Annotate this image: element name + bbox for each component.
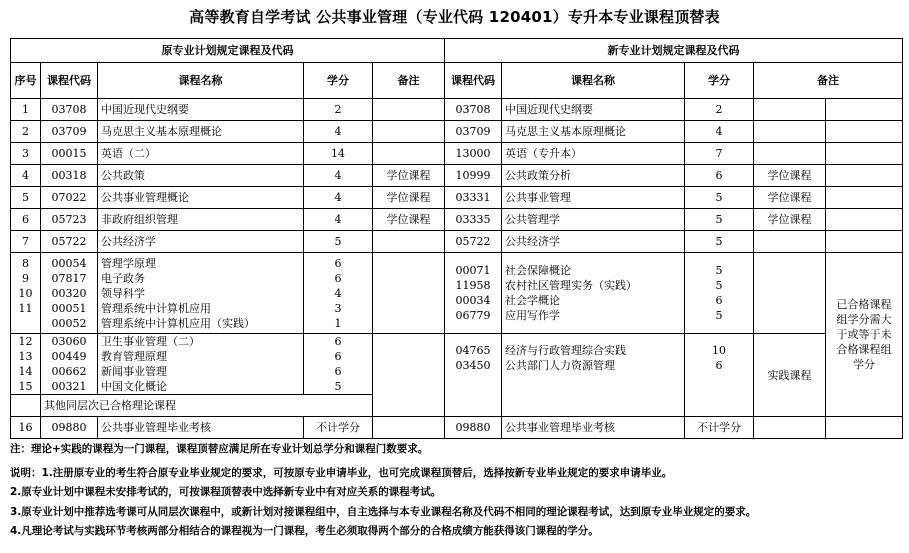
name-line: 教育管理原理	[101, 350, 167, 363]
old-credit-cell: 不计学分	[304, 417, 373, 439]
new-remark-cell: 学位课程	[754, 209, 826, 231]
name-line: 管理学原理	[101, 256, 156, 270]
credit-line: 6	[715, 359, 723, 372]
credit-line: 5	[334, 380, 342, 393]
new-name-header: 课程名称	[502, 63, 685, 99]
old-remark-header: 备注	[373, 63, 445, 99]
code-line: 11958	[455, 279, 491, 292]
code-line: 00662	[51, 365, 87, 378]
old-name-cell: 非政府组织管理	[98, 209, 304, 231]
table-row	[11, 99, 903, 121]
name-line: 公共部门人力资源管理	[505, 359, 616, 372]
page-title: 高等教育自学考试 公共事业管理（专业代码 120401）专升本专业课程顶替表	[189, 8, 720, 26]
new-code-cell: 03709	[445, 121, 502, 143]
new-remark-cell	[754, 231, 826, 253]
old-name-cell: 中国近现代史纲要	[98, 99, 304, 121]
credit-line: 5	[715, 279, 723, 292]
new-remark-cell	[754, 121, 826, 143]
code-line: 03450	[455, 359, 491, 372]
old-credit-cell: 2	[304, 99, 373, 121]
group2-new-remark-cell: 实践课程	[754, 334, 826, 417]
old-code-cell: 00015	[41, 143, 98, 165]
new-remark-header: 备注	[754, 63, 903, 99]
extra-cell	[826, 209, 903, 231]
course-group-row	[11, 253, 903, 334]
old-section-header: 原专业计划规定课程及代码	[11, 39, 445, 63]
old-code-cell: 03709	[41, 121, 98, 143]
new-code-cell: 13000	[445, 143, 502, 165]
group1-new-remark-cell	[754, 253, 826, 334]
extra-cell	[826, 231, 903, 253]
old-credit-cell: 4	[304, 121, 373, 143]
code-line: 00449	[51, 350, 87, 363]
new-section-header: 新专业计划规定课程及代码	[445, 39, 903, 63]
credit-line: 6	[334, 335, 342, 348]
code-line: 06779	[455, 309, 491, 322]
note-line: 4.凡理论考试与实践环节考核两部分相结合的课程视为一门课程，考生必须取得两个部分的合格成绩方能获得该门课程的学分。	[10, 525, 599, 537]
new-name-cell: 公共经济学	[502, 231, 685, 253]
new-code-header: 课程代码	[445, 63, 502, 99]
old-code-cell: 00318	[41, 165, 98, 187]
seq-line: 11	[18, 301, 33, 315]
seq-cell: 1	[11, 99, 41, 121]
group2-old-codes-cell	[41, 334, 98, 395]
note-line: 3.原专业计划中推荐选考课可从同层次课程中，或新计划对接课程组中，自主选择与本专业课程名称及代码不相同的理论课程考试，达到原专业毕业规定的要求。	[10, 505, 757, 518]
new-name-cell: 公共事业管理	[502, 187, 685, 209]
old-code-cell: 03708	[41, 99, 98, 121]
new-credit-cell: 5	[685, 231, 754, 253]
old-remark-cell: 学位课程	[373, 209, 445, 231]
new-code-cell: 05722	[445, 231, 502, 253]
credit-line: 3	[334, 301, 342, 315]
new-name-cell: 公共管理学	[502, 209, 685, 231]
credit-line: 1	[334, 316, 342, 330]
new-credit-cell: 5	[685, 209, 754, 231]
new-credit-header: 学分	[685, 63, 754, 99]
extra-cell	[826, 143, 903, 165]
note-line: 注：理论+实践的课程为一门课程，课程顶替应满足所在专业计划总学分和课程门数要求。	[10, 443, 429, 455]
new-code-cell: 03708	[445, 99, 502, 121]
new-name-cell: 马克思主义基本原理概论	[502, 121, 685, 143]
note-line: 说明：1.注册原专业的考生符合原专业毕业规定的要求，可按原专业申请毕业，也可完成课程顶替后，选择按新专业毕业规定的要求申请毕业。	[10, 466, 673, 479]
seq-line: 15	[18, 380, 33, 393]
old-remark-cell	[373, 231, 445, 253]
course-replacement-table	[10, 38, 903, 439]
credit-line: 5	[715, 264, 723, 277]
table-row	[11, 187, 903, 209]
new-credit-cell: 2	[685, 99, 754, 121]
seq-cell: 2	[11, 121, 41, 143]
code-line: 00321	[51, 380, 87, 393]
new-credit-cell: 4	[685, 121, 754, 143]
name-line: 经济与行政管理综合实践	[505, 344, 627, 357]
credit-line: 6	[334, 271, 342, 285]
old-code-cell: 05723	[41, 209, 98, 231]
name-line: 社会保障概论	[505, 264, 572, 277]
code-line: 00071	[455, 264, 491, 277]
new-remark-cell	[754, 99, 826, 121]
old-credit-header: 学分	[304, 63, 373, 99]
new-name-cell: 公共政策分析	[502, 165, 685, 187]
group2-new-credits-cell	[685, 334, 754, 417]
old-remark-cell	[373, 99, 445, 121]
name-line: 领导科学	[101, 286, 145, 300]
seq-cell: 16	[11, 417, 41, 439]
extra-cell	[826, 121, 903, 143]
old-name-header: 课程名称	[98, 63, 304, 99]
table-row	[11, 121, 903, 143]
old-code-cell: 09880	[41, 417, 98, 439]
old-remark-cell	[373, 417, 445, 439]
code-line: 00054	[51, 256, 87, 270]
group2-new-names-cell	[502, 334, 685, 417]
old-remark-cell	[373, 121, 445, 143]
code-line: 04765	[455, 344, 491, 357]
credit-line: 10	[712, 344, 727, 357]
seq-line: 10	[18, 286, 33, 300]
seq-header: 序号	[11, 63, 41, 99]
name-line: 管理系统中计算机应用（实践）	[101, 316, 255, 330]
code-line: 07817	[51, 271, 87, 285]
group1-old-credits-cell	[304, 253, 373, 334]
credit-line: 6	[715, 294, 723, 307]
new-name-cell: 英语（专升本）	[502, 143, 685, 165]
new-credit-cell: 不计学分	[685, 417, 754, 439]
seq-line: 12	[18, 335, 33, 348]
new-name-cell: 公共事业管理毕业考核	[502, 417, 685, 439]
group1-old-codes-cell	[41, 253, 98, 334]
seq-line: 8	[22, 256, 29, 270]
seq-line: 9	[22, 271, 29, 285]
seq-cell: 6	[11, 209, 41, 231]
old-code-cell: 05722	[41, 231, 98, 253]
code-line: 00052	[51, 316, 87, 330]
new-remark-cell: 学位课程	[754, 187, 826, 209]
new-code-cell: 09880	[445, 417, 502, 439]
name-line: 卫生事业管理（二）	[101, 335, 200, 348]
name-line: 中国文化概论	[101, 380, 167, 393]
old-remark-cell: 学位课程	[373, 187, 445, 209]
code-line: 00051	[51, 301, 87, 315]
merged-remark-cell: 已合格课程组学分需大于或等于未合格课程组学分	[826, 253, 903, 417]
old-credit-cell: 4	[304, 209, 373, 231]
old-remark-cell	[373, 143, 445, 165]
new-name-cell: 中国近现代史纲要	[502, 99, 685, 121]
old-name-cell: 英语（二）	[98, 143, 304, 165]
new-credit-cell: 5	[685, 187, 754, 209]
code-line: 03060	[51, 335, 87, 348]
credit-line: 6	[334, 365, 342, 378]
old-remark-cell: 学位课程	[373, 165, 445, 187]
seq-cell: 5	[11, 187, 41, 209]
notes-section	[10, 440, 905, 542]
seq-cell: 4	[11, 165, 41, 187]
seq-line: 14	[18, 365, 33, 378]
old-credit-cell: 4	[304, 187, 373, 209]
table-row	[11, 417, 903, 439]
name-line: 电子政务	[101, 271, 145, 285]
extra-cell	[826, 417, 903, 439]
group2-old-credits-cell	[304, 334, 373, 395]
old-credit-cell: 14	[304, 143, 373, 165]
extra-cell	[826, 187, 903, 209]
new-credit-cell: 6	[685, 165, 754, 187]
new-credit-cell: 7	[685, 143, 754, 165]
old-code-header: 课程代码	[41, 63, 98, 99]
name-line: 管理系统中计算机应用	[101, 301, 211, 315]
name-line: 农村社区管理实务（实践）	[505, 279, 638, 292]
name-line: 应用写作学	[505, 309, 561, 322]
new-remark-cell	[754, 143, 826, 165]
group1-seq-cell	[11, 253, 41, 334]
table-row	[11, 165, 903, 187]
extra-cell	[826, 165, 903, 187]
group1-old-remark-cell	[373, 253, 445, 334]
extra-cell	[826, 99, 903, 121]
table-row	[11, 231, 903, 253]
old-name-cell: 马克思主义基本原理概论	[98, 121, 304, 143]
new-code-cell: 03331	[445, 187, 502, 209]
credit-line: 4	[334, 286, 342, 300]
name-line: 社会学概论	[505, 294, 561, 307]
new-remark-cell: 学位课程	[754, 165, 826, 187]
note-line: 2.原专业计划中课程未安排考试的，可按课程顶替表中选择新专业中有对应关系的课程考试。	[10, 486, 442, 498]
credit-line: 5	[715, 309, 723, 322]
seq-cell: 7	[11, 231, 41, 253]
old-code-cell: 07022	[41, 187, 98, 209]
course-group-row	[11, 334, 903, 395]
table-row	[11, 143, 903, 165]
credit-line: 6	[334, 256, 342, 270]
seq-line: 13	[18, 350, 33, 363]
old-name-cell: 公共事业管理概论	[98, 187, 304, 209]
group1-old-names-cell	[98, 253, 304, 334]
group1-new-credits-cell	[685, 253, 754, 334]
old-name-cell: 公共经济学	[98, 231, 304, 253]
old-name-cell: 公共政策	[98, 165, 304, 187]
other-courses-cell: 其他同层次已合格理论课程	[41, 395, 373, 417]
group1-new-names-cell	[502, 253, 685, 334]
group2-old-names-cell	[98, 334, 304, 395]
group2-seq-cell	[11, 334, 41, 395]
code-line: 00034	[455, 294, 491, 307]
credit-line: 6	[334, 350, 342, 363]
new-code-cell: 10999	[445, 165, 502, 187]
new-remark-cell	[754, 417, 826, 439]
name-line: 新闻事业管理	[101, 365, 167, 378]
old-credit-cell: 4	[304, 165, 373, 187]
empty-seq-cell	[11, 395, 41, 417]
old-credit-cell: 5	[304, 231, 373, 253]
old-name-cell: 公共事业管理毕业考核	[98, 417, 304, 439]
code-line: 00320	[51, 286, 87, 300]
group1-new-codes-cell	[445, 253, 502, 334]
table-row	[11, 209, 903, 231]
seq-cell: 3	[11, 143, 41, 165]
group2-old-remark-cell	[373, 334, 445, 417]
group2-new-codes-cell	[445, 334, 502, 417]
new-code-cell: 03335	[445, 209, 502, 231]
